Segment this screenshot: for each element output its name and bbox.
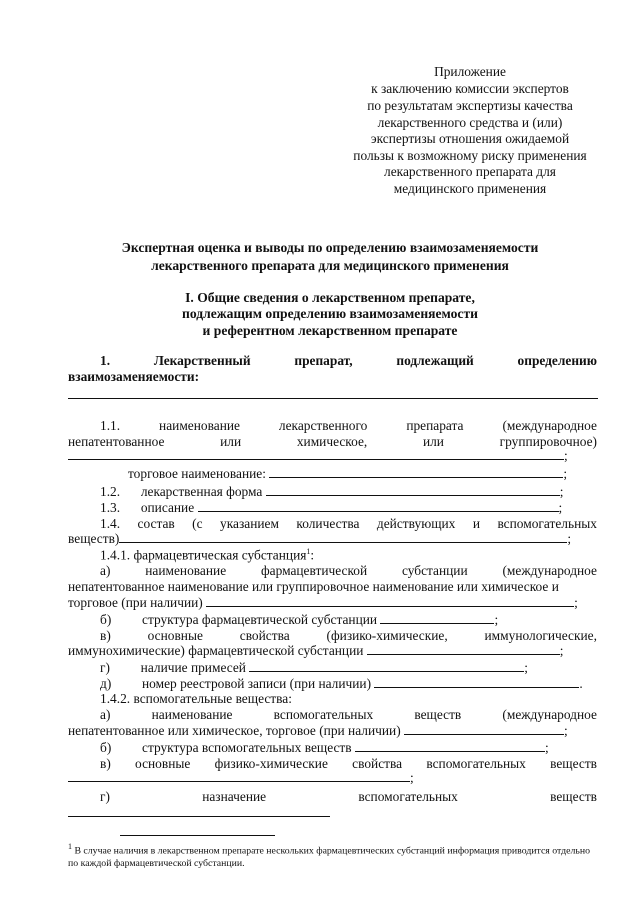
- section-heading-line3: и референтном лекарственном препарате: [202, 323, 458, 338]
- item-1-4-2-b[interactable]: б) структура вспомогательных веществ ;: [100, 740, 549, 755]
- annex-line: лекарственного средства и (или): [377, 115, 563, 130]
- item-1-4-1-heading: 1.4.1. фармацевтическая субстанция$^1$:: [100, 547, 315, 563]
- footnote-text: В случае наличия в лекарственном препарате нескольких фармацевтических субстанций информация приводится отдельно по каждой фармацевтической субстанции.: [68, 845, 590, 870]
- item-1-4-2-a: а) наименование вспомогательных веществ (международное: [100, 707, 597, 722]
- item-1-4-2-v: в) основные физико-химические свойства вспомогательных веществ: [100, 756, 597, 771]
- blank-line: [68, 398, 598, 399]
- section-heading: I. Общие сведения о лекарственном препарате,: [185, 290, 475, 305]
- excipient-purpose-field[interactable]: [68, 816, 330, 817]
- excipient-name-field[interactable]: непатентованное или химическое, торговое (при наличии) ;: [68, 723, 568, 738]
- item-1-4-1-a-line2: непатентованное наименование или группировочное наименование или химическое и: [68, 579, 559, 594]
- section-heading-line2: подлежащим определению взаимозаменяемости: [182, 306, 478, 321]
- item-1-4-2-heading: 1.4.2. вспомогательные вещества:: [100, 691, 292, 706]
- item-1-heading-line2: взаимозаменяемости:: [68, 369, 200, 384]
- footnote-separator: [120, 835, 275, 836]
- name-field-line[interactable]: ;: [68, 448, 568, 464]
- excipient-properties-field[interactable]: ;: [68, 770, 414, 786]
- substance-properties-field[interactable]: иммунохимические) фармацевтической субстанции ;: [68, 643, 564, 658]
- item-1-3-description[interactable]: 1.3. описание ;: [100, 500, 563, 515]
- item-1-4-1-g[interactable]: г) наличие примесей ;: [100, 660, 529, 675]
- annex-line: по результатам экспертизы качества: [367, 98, 573, 113]
- footnote-ref: 1: [306, 547, 311, 556]
- page-title: Экспертная оценка и выводы по определению взаимозаменяемости: [121, 240, 539, 255]
- item-1-4-1-d[interactable]: д) номер реестровой записи (при наличии) .: [100, 676, 583, 691]
- trade-name-field[interactable]: торговое наименование: ;: [128, 466, 568, 481]
- item-1-4-1-b[interactable]: б) структура фармацевтической субстанции ;: [100, 612, 499, 627]
- annex-line: к заключению комиссии экспертов: [371, 81, 569, 96]
- item-1-4-1-a: а) наименование фармацевтической субстанции (международное: [100, 563, 597, 578]
- item-1-heading: 1. Лекарственный препарат, подлежащий определению: [100, 353, 597, 368]
- annex-line: Приложение: [434, 64, 506, 79]
- annex-line: лекарственного препарата для: [384, 164, 556, 179]
- composition-field[interactable]: веществ) ;: [68, 531, 572, 546]
- footnote: [68, 842, 598, 871]
- page-title-line2: лекарственного препарата для медицинского применения: [151, 258, 509, 273]
- footnote-mark: 1: [68, 842, 72, 851]
- item-1-4: 1.4. состав (с указанием количества действующих и вспомогательных: [100, 516, 597, 531]
- annex-line: пользы к возможному риску применения: [353, 148, 587, 163]
- item-1-1-line2: непатентованное или химическое, или группировочное): [68, 434, 597, 449]
- annex-line: экспертизы отношения ожидаемой: [370, 131, 570, 146]
- item-1-2-dosage-form[interactable]: 1.2. лекарственная форма ;: [100, 484, 564, 499]
- item-1-1: 1.1. наименование лекарственного препарата (международное: [100, 418, 597, 433]
- item-1-4-1-v: в) основные свойства (физико-химические, иммунологические,: [100, 628, 597, 643]
- item-1-4-2-g: г) назначение вспомогательных веществ: [100, 789, 597, 804]
- annex-line: медицинского применения: [393, 181, 547, 196]
- substance-name-field[interactable]: торговое (при наличии) ;: [68, 595, 578, 610]
